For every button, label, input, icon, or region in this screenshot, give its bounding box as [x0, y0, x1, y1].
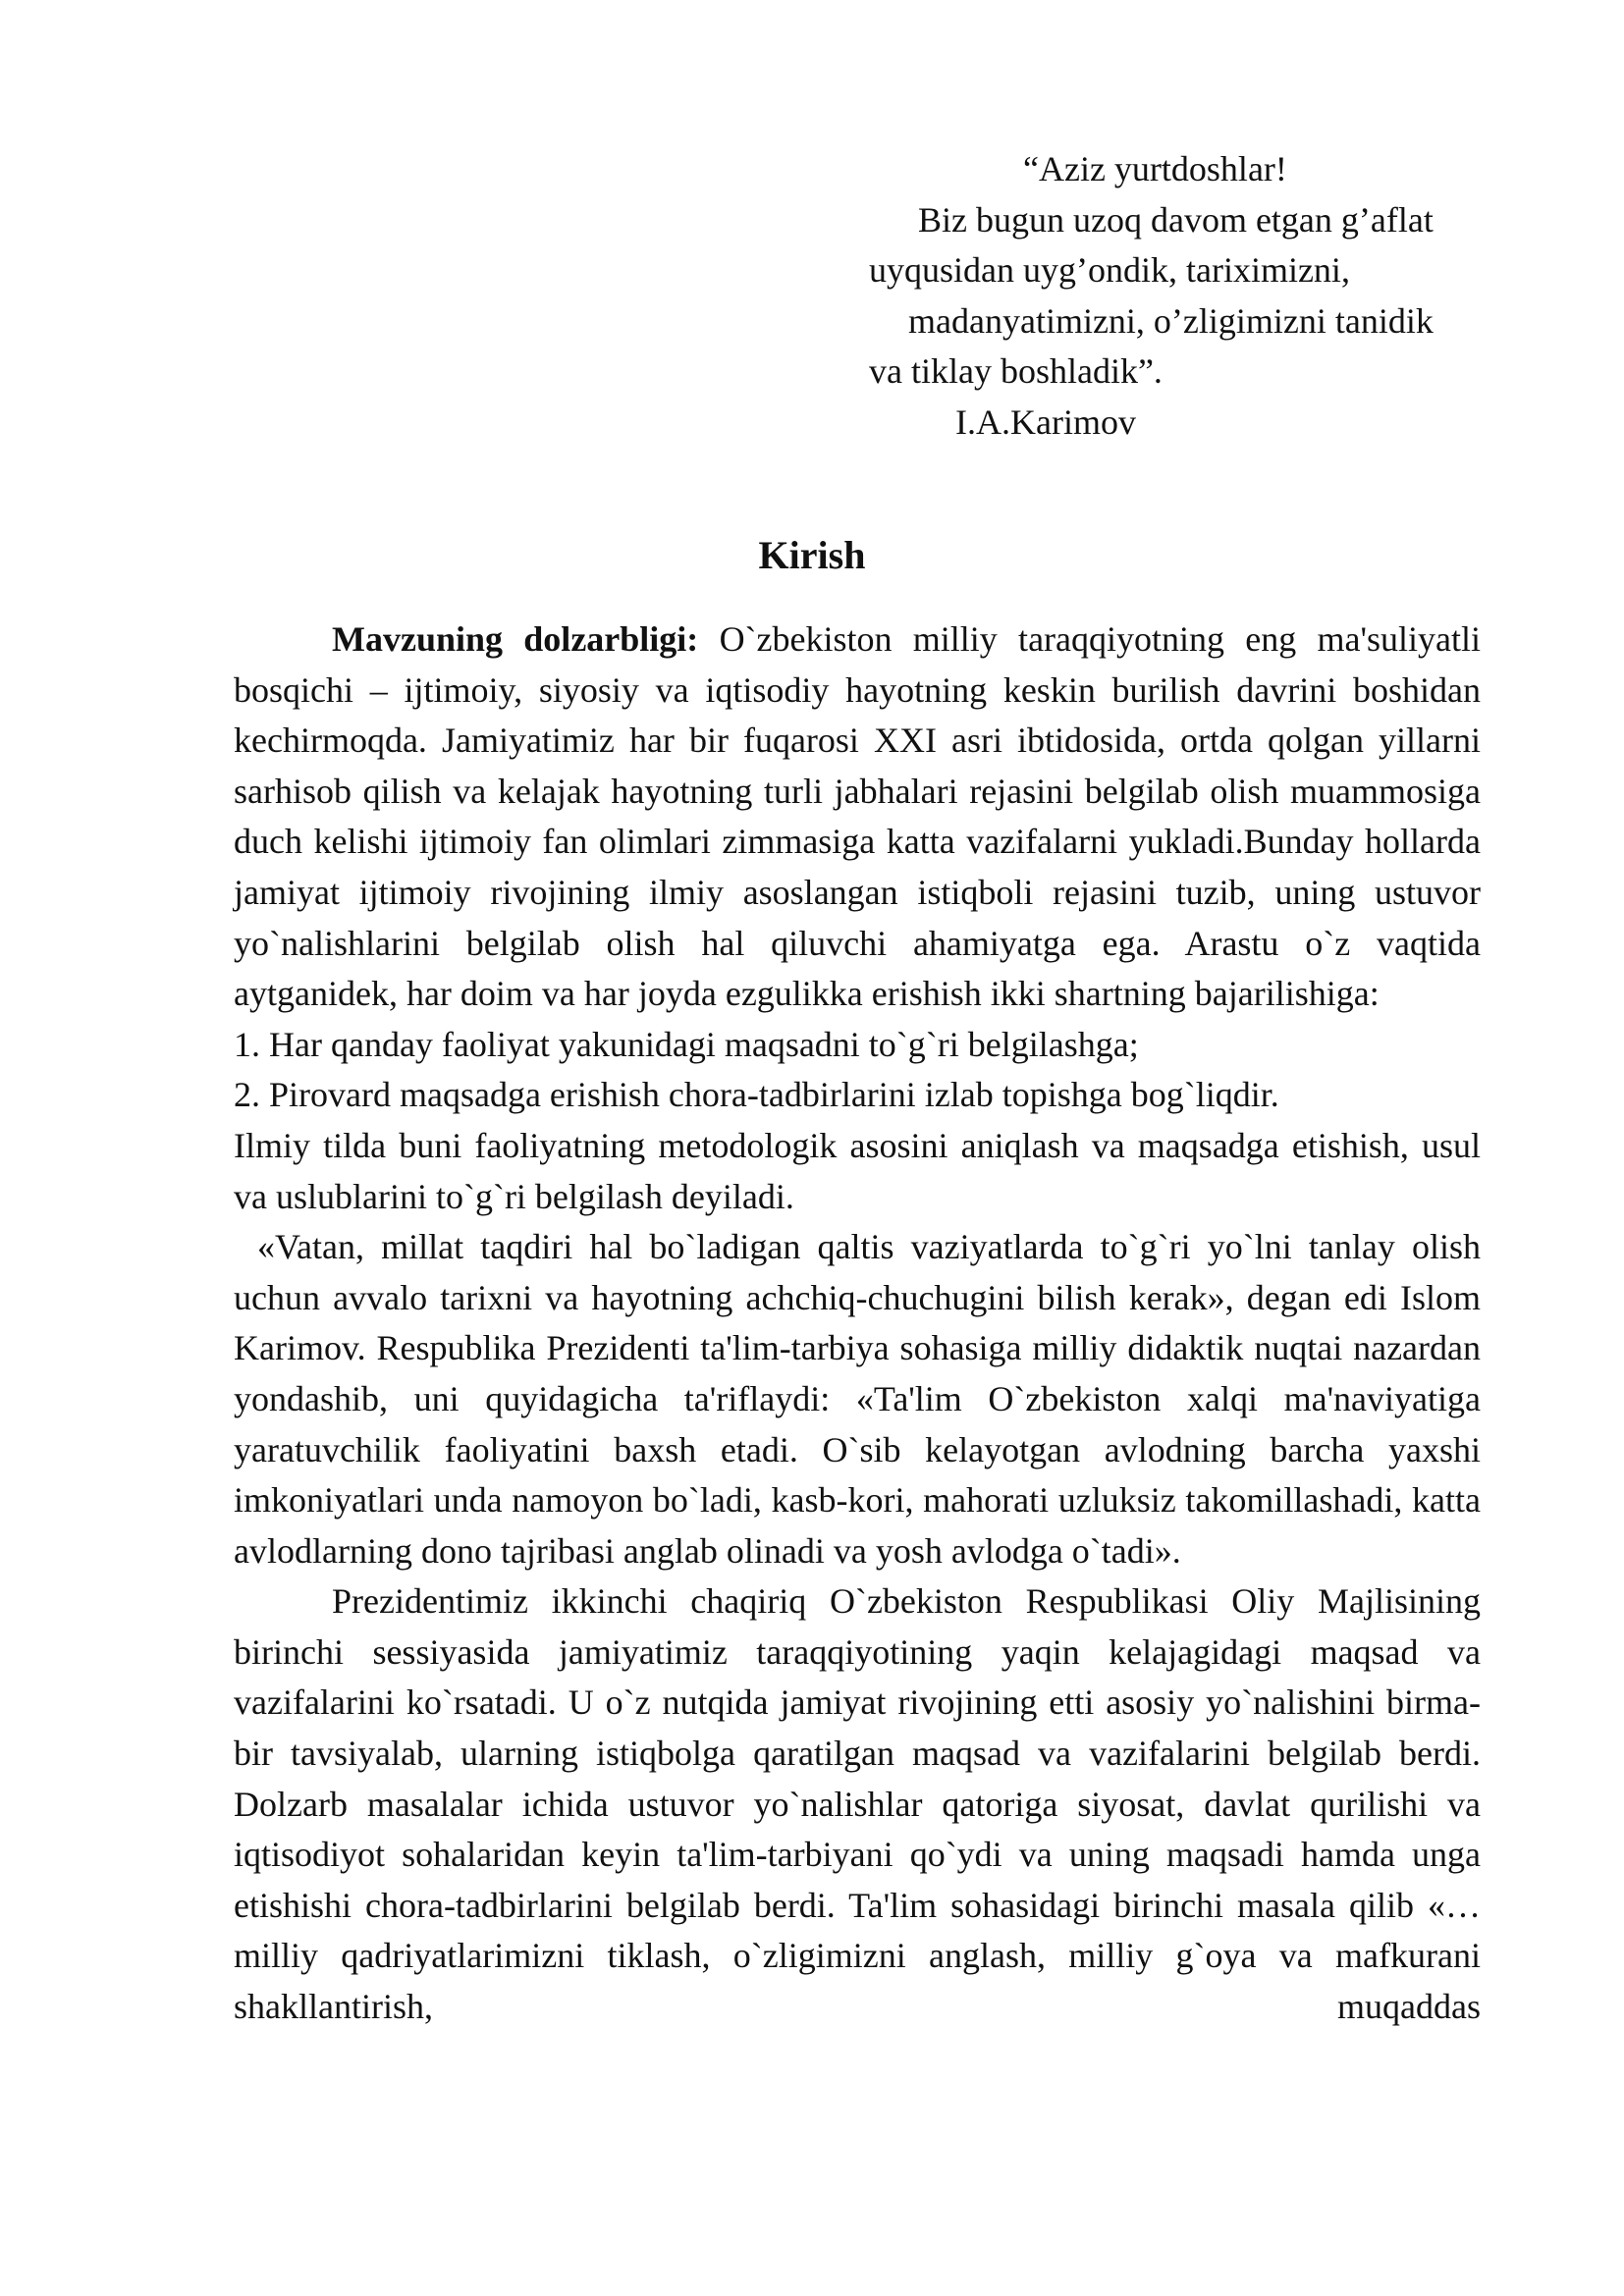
paragraph-lead: Mavzuning dolzarbligi:	[332, 619, 699, 659]
section-title: Kirish	[758, 533, 866, 577]
paragraph: Prezidentimiz ikkinchi chaqiriq O`zbekiston Respublikasi Oliy Majlisining birinchi sessiyasida jamiyatimiz taraqqiyotining yaqin kelajagidagi maqsad va vazifalarini ko`rsatadi. U o`z nutqida jamiyat rivojining etti asosiy yo`nalishini birma-bir tavsiyalab, ularning istiqbolga qaratilgan maqsad va vazifalarini belgilab berdi. Dolzarb masalalar ichida ustuvor yo`nalishlar qatoriga siyosat, davlat qurilishi va iqtisodiyot sohalaridan keyin ta'lim-tarbiyani qo`ydi va uning maqsadi hamda unga etishishi chora-tadbirlarini belgilab berdi. Ta'lim sohasidagi birinchi masala qilib «…milliy qadriyatlarimizni tiklash, o`zligimizni anglash, milliy g`oya va mafkurani shakllantirish, muqaddas	[234, 1581, 1481, 2027]
epigraph-author: I.A.Karimov	[955, 401, 1136, 442]
epigraph-line: va tiklay boshladik”.	[869, 351, 1163, 391]
epigraph-line: madanyatimizni, o’zligimizni tanidik	[908, 300, 1434, 341]
paragraph: Ilmiy tilda buni faoliyatning metodologik asosini aniqlash va maqsadga etishish, usul va uslublarini to`g`ri belgilash deyiladi.	[234, 1125, 1481, 1216]
epigraph-quote	[869, 144, 1497, 448]
epigraph-line: “Aziz yurtdoshlar!	[1023, 149, 1287, 188]
paragraph-text: O`zbekiston milliy taraqqiyotning eng ma'suliyatli bosqichi – ijtimoiy, siyosiy va iqtisodiy hayotning keskin burilish davrini boshidan kechirmoqda. Jamiyatimiz har bir fuqarosi XXI asri ibtidosida, ortda qolgan yillarni sarhisob qilish va kelajak hayotning turli jabhalari rejasini belgilab olish muammosiga duch kelishi ijtimoiy fan olimlari zimmasiga katta vazifalarni yukladi.Bunday hollarda jamiyat ijtimoiy rivojining ilmiy asoslangan istiqboli rejasini tuzib, uning ustuvor yo`nalishlarini belgilab olish hal qiluvchi ahamiyatga ega. Arastu o`z vaqtida aytganidek, har doim va har joyda ezgulikka erishish ikki shartning bajarilishiga:	[234, 619, 1481, 1014]
epigraph-line: Biz bugun uzoq davom etgan g’aflat	[918, 199, 1434, 240]
paragraph-quote: «Vatan, millat taqdiri hal bo`ladigan qaltis vaziyatlarda to`g`ri yo`lni tanlay olish uchun avvalo tarixni va hayotning achchiq-chuchugini bilish kerak», degan edi Islom Karimov. Respublika Prezidenti ta'lim-tarbiya sohasiga milliy didaktik nuqtai nazardan yondashib, uni quyidagicha ta'riflaydi: «Ta'lim O`zbekiston xalqi ma'naviyatiga yaratuvchilik faoliyatini baxsh etadi. O`sib kelayotgan avlodning barcha yaxshi imkoniyatlari unda namoyon bo`ladi, kasb-kori, mahorati uzluksiz takomillashadi, katta avlodlarning dono tajribasi anglab olinadi va yosh avlodga o`tadi».	[234, 1227, 1481, 1571]
epigraph-line: uyqusidan uyg’ondik, tariximizni,	[869, 250, 1350, 290]
list-item: 1. Har qanday faoliyat yakunidagi maqsadni to`g`ri belgilashga;	[234, 1024, 1139, 1064]
list-item: 2. Pirovard maqsadga erishish chora-tadbirlarini izlab topishga bog`liqdir.	[234, 1075, 1279, 1115]
paragraph-relevance	[234, 614, 1481, 1020]
document-body	[234, 614, 1481, 2033]
